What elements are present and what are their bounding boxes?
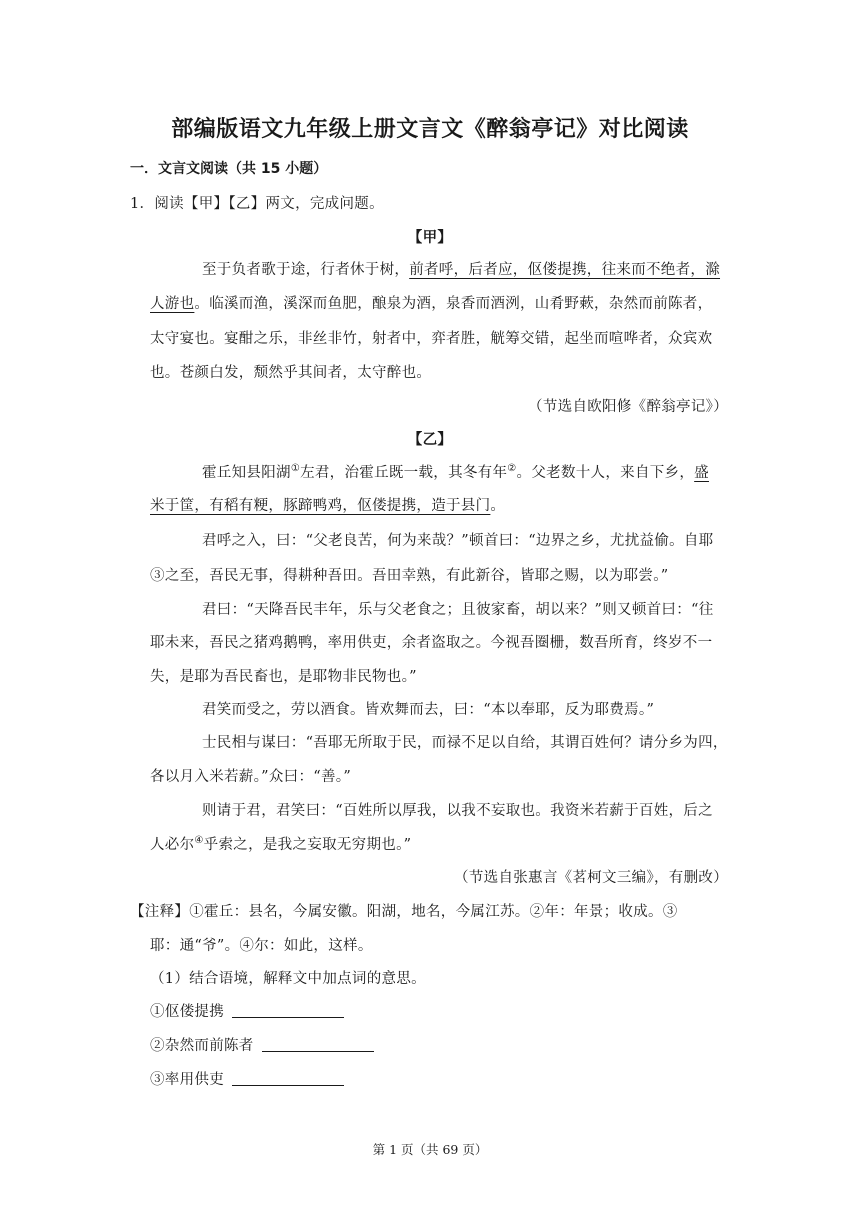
item-label: ①伛偻提携	[150, 1004, 224, 1020]
text-span: 。	[490, 498, 506, 514]
passage-yi-heading: 【乙】	[407, 432, 453, 448]
passage-jia-line-2	[150, 292, 712, 313]
text-span: 人必尔	[150, 837, 195, 853]
passage-jia-line-3: 太守宴也。宴酣之乐，非丝非竹，射者中，弈者胜，觥筹交错，起坐而喧哗者，众宾欢	[150, 331, 713, 347]
passage-yi-line-10: 各以月入米若薪。”众曰：“善。”	[150, 769, 352, 785]
underlined-text: 前者呼，后者应，伛偻提携，往来而不绝者，滁	[409, 262, 721, 278]
answer-item-1	[150, 1000, 344, 1021]
passage-jia-source: （节选自欧阳修《醉翁亭记》）	[528, 399, 728, 415]
underlined-text: 米于筐，有稻有粳，豚蹄鸭鸡，伛偻提携，造于县门	[150, 498, 491, 514]
underlined-text: 盛	[694, 465, 709, 481]
passage-yi-line-4	[150, 564, 668, 585]
note-marker: ①	[290, 463, 301, 475]
note-marker: ②	[507, 463, 517, 475]
passage-jia-line-1	[202, 258, 720, 279]
notes-line-1: 【注释】①霍丘：县名，今属安徽。阳湖，地名，今属江苏。②年：年景；收成。③	[130, 904, 678, 920]
passage-jia-heading: 【甲】	[407, 230, 453, 246]
passage-jia-line-4: 也。苍颜白发，颓然乎其间者，太守醉也。	[150, 365, 432, 381]
passage-yi-line-9: 士民相与谋曰：“吾耶无所取于民，而禄不足以自给，其谓百姓何？请分乡为四，	[202, 735, 728, 751]
passage-yi-line-1	[202, 461, 709, 482]
passage-yi-line-5: 君曰：“天降吾民丰年，乐与父老食之；且彼家畜，胡以来？”则又顿首曰：“往	[202, 602, 714, 618]
text-span: 左君，治霍丘既一载，其冬有年	[300, 465, 508, 481]
passage-yi-line-8: 君笑而受之，劳以酒食。皆欢舞而去，曰：“本以奉耶，反为耶费焉。”	[202, 702, 655, 718]
notes-line-2: 耶：通“爷”。④尔：如此，这样。	[150, 938, 373, 954]
item-label: ③率用供吏	[150, 1072, 224, 1088]
passage-yi-line-12	[150, 833, 411, 854]
text-span: 至于负者歌于途，行者休于树，	[202, 262, 410, 278]
underlined-text: 人游也	[150, 296, 195, 312]
page-footer: 第 1 页（共 69 页）	[372, 1142, 488, 1157]
document-title: 部编版语文九年级上册文言文《醉翁亭记》对比阅读	[171, 117, 689, 142]
text-span: 霍丘知县阳湖	[202, 465, 291, 481]
passage-yi-line-6: 耶未来，吾民之猪鸡鹅鸭，率用供吏，余者盗取之。今视吾圈栅，数吾所育，终岁不一	[150, 635, 713, 651]
passage-yi-line-7: 失，是耶为吾民畜也，是耶物非民物也。”	[150, 669, 417, 685]
text-span: 。父老数十人，来自下乡，	[516, 465, 695, 481]
section-heading: 一．文言文阅读（共 15 小题）	[130, 161, 328, 177]
passage-yi-source: （节选自张惠言《茗柯文三编》，有删改）	[454, 870, 728, 886]
text-span: 。临溪而渔，溪深而鱼肥，酿泉为酒，泉香而酒洌，山肴野蔌，杂然而前陈者，	[194, 296, 713, 312]
passage-yi-line-2	[150, 494, 505, 515]
subquestion-1: （1）结合语境，解释文中加点词的意思。	[150, 971, 426, 987]
text-span: 乎索之，是我之妄取无穷期也。”	[203, 837, 412, 853]
note-marker: ④	[194, 835, 204, 847]
note-marker: ③	[150, 568, 165, 584]
answer-blank[interactable]	[232, 1003, 344, 1018]
answer-blank[interactable]	[232, 1071, 344, 1086]
answer-blank[interactable]	[262, 1037, 374, 1052]
item-label: ②杂然而前陈者	[150, 1038, 254, 1054]
passage-yi-line-11: 则请于君，君笑曰：“百姓所以厚我，以我不妄取也。我资米若薪于百姓，后之	[202, 803, 713, 819]
text-span: 之至，吾民无事，得耕种吾田。吾田幸熟，有此新谷，皆耶之赐，以为耶尝。”	[164, 568, 669, 584]
answer-item-3	[150, 1068, 344, 1089]
passage-yi-line-3: 君呼之入，曰：“父老良苦，何为来哉？”顿首曰：“边界之乡，尤扰益偷。自耶	[202, 533, 714, 549]
question-1-stem: 1．阅读【甲】【乙】两文，完成问题。	[130, 196, 384, 212]
answer-item-2	[150, 1034, 374, 1055]
